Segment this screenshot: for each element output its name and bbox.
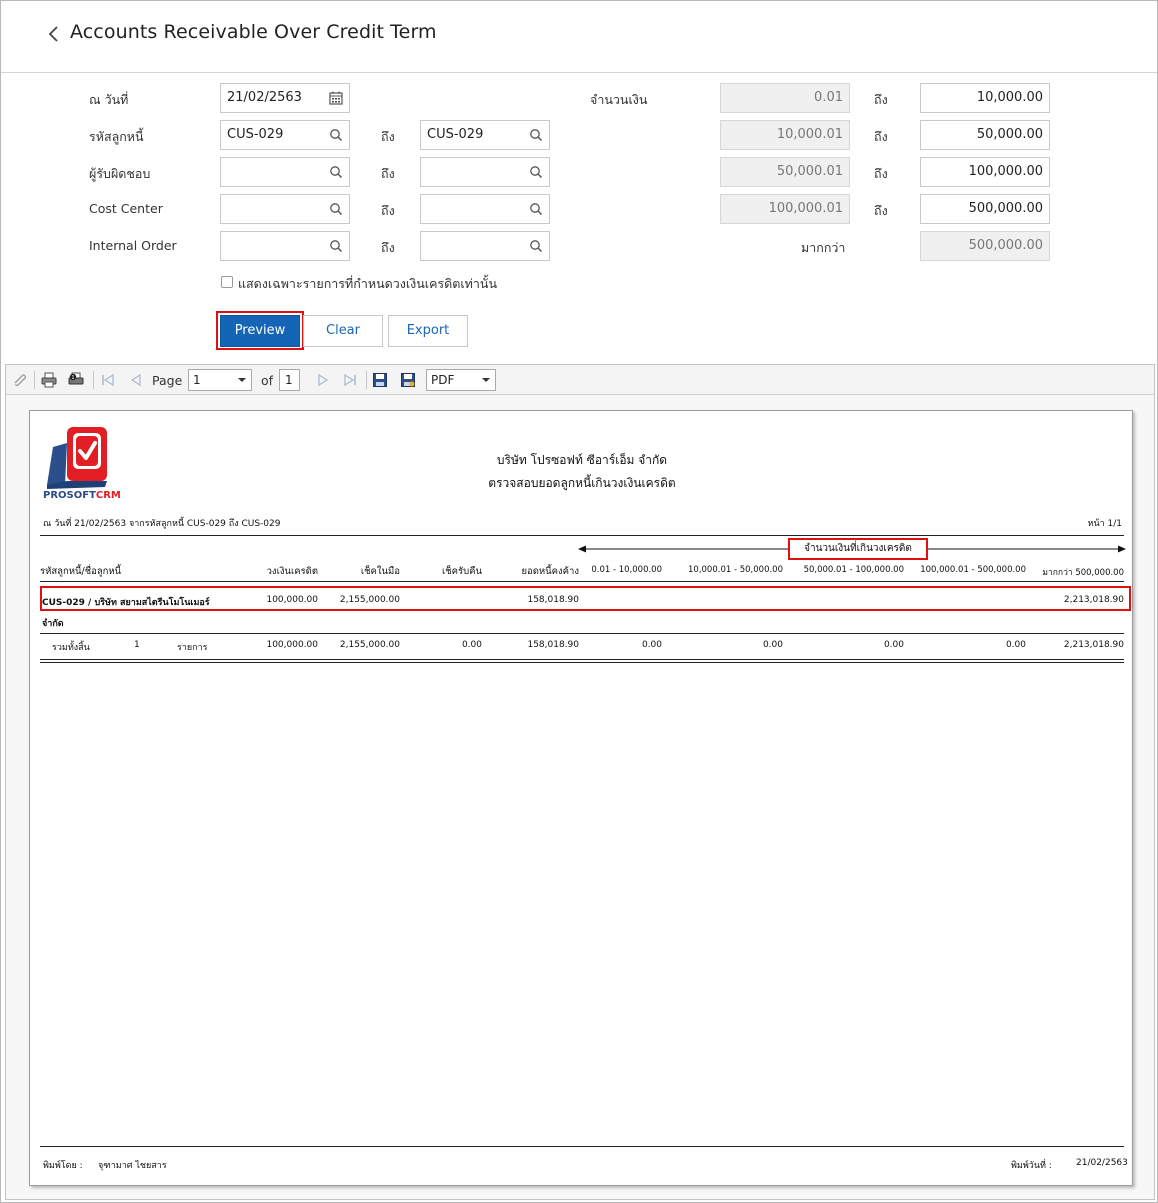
divider	[40, 535, 1124, 536]
responsible-from-input[interactable]	[220, 157, 350, 187]
responsible-label: ผู้รับผิดชอบ	[89, 166, 151, 181]
report-criteria: ณ วันที่ 21/02/2563 จากรหัสลูกหนี้ CUS-029 ถึง CUS-029	[43, 519, 281, 529]
col-cheque-in-hand: เช็คในมือ	[360, 566, 400, 577]
toolbar-separator	[93, 371, 94, 389]
to-label: ถึง	[874, 129, 888, 144]
search-icon[interactable]	[329, 165, 343, 179]
clear-button[interactable]: Clear	[303, 315, 383, 347]
print-icon[interactable]	[41, 372, 57, 388]
export-button[interactable]: Export	[388, 315, 468, 347]
row-over-more-than: 2,213,018.90	[1063, 595, 1124, 605]
report-viewer	[5, 364, 1155, 1200]
credit-limit-only-label: แสดงเฉพาะรายการที่กำหนดวงเงินเครดิตเท่านั้น	[238, 276, 498, 291]
total-range-2: 0.00	[762, 640, 783, 650]
cost-center-to-input[interactable]	[420, 194, 550, 224]
range-2-to-input[interactable]: 50,000.00	[920, 120, 1050, 150]
col-more-than: มากกว่า 500,000.00	[1042, 568, 1124, 578]
logo-text-crm: CRM	[95, 490, 121, 501]
total-label: รวมทั้งสิ้น	[52, 643, 90, 653]
chevron-down-icon	[482, 378, 490, 382]
to-label: ถึง	[874, 166, 888, 181]
toolbar-separator	[366, 371, 367, 389]
to-label: ถึง	[874, 203, 888, 218]
col-range-1: 0.01 - 10,000.00	[591, 565, 662, 575]
as-of-date-label: ณ วันที่	[89, 92, 129, 107]
search-icon[interactable]	[329, 128, 343, 142]
page-select-value: 1	[193, 373, 201, 387]
responsible-to-input[interactable]	[420, 157, 550, 187]
printed-date: 21/02/2563	[1076, 1158, 1128, 1168]
search-icon[interactable]	[529, 128, 543, 142]
search-icon[interactable]	[529, 202, 543, 216]
total-range-1: 0.00	[641, 640, 662, 650]
search-icon[interactable]	[529, 239, 543, 253]
preview-button[interactable]: Preview	[220, 315, 300, 347]
row-customer-wrap: จำกัด	[42, 619, 64, 629]
printed-by-label: พิมพ์โดย :	[43, 1161, 83, 1171]
cost-center-label: Cost Center	[89, 201, 163, 216]
row-outstanding: 158,018.90	[527, 595, 579, 605]
export-format-select[interactable]	[426, 369, 496, 391]
chevron-down-icon	[238, 378, 246, 382]
page-label: Page	[152, 373, 183, 388]
col-range-3: 50,000.01 - 100,000.00	[803, 565, 904, 575]
first-page-icon[interactable]	[100, 372, 116, 388]
attachment-icon[interactable]	[12, 372, 28, 388]
range-4-from-input: 100,000.01	[720, 194, 850, 224]
total-cheque-returned: 0.00	[461, 640, 482, 650]
as-of-date-value: 21/02/2563	[227, 90, 302, 105]
company-name: บริษัท โปรซอฟท์ ซีอาร์เอ็ม จำกัด	[496, 453, 668, 467]
report-title: ตรวจสอบยอดลูกหนี้เกินวงเงินเครดิต	[488, 476, 676, 490]
search-icon[interactable]	[329, 239, 343, 253]
save-icon[interactable]	[372, 372, 388, 388]
internal-order-label: Internal Order	[89, 238, 177, 253]
total-more-than: 2,213,018.90	[1063, 640, 1124, 650]
cost-center-from-input[interactable]	[220, 194, 350, 224]
logo-text-prosoft: PROSOFT	[43, 490, 96, 501]
debtor-from-input[interactable]	[220, 120, 350, 150]
total-count: 1	[134, 640, 140, 650]
col-range-2: 10,000.01 - 50,000.00	[688, 565, 783, 575]
to-label: ถึง	[381, 240, 395, 255]
as-of-date-input[interactable]	[220, 83, 350, 113]
col-cheque-returned: เช็ครับคืน	[441, 566, 482, 577]
next-page-icon[interactable]	[315, 372, 331, 388]
save-all-icon[interactable]	[400, 372, 416, 388]
to-label: ถึง	[381, 203, 395, 218]
range-2-from-input: 10,000.01	[720, 120, 850, 150]
amount-label: จำนวนเงิน	[590, 92, 648, 107]
svg-text:1: 1	[71, 375, 75, 381]
printed-date-label: พิมพ์วันที่ :	[1011, 1161, 1052, 1171]
export-format-value: PDF	[431, 373, 455, 387]
page-number: หน้า 1/1	[1087, 519, 1122, 529]
total-cheque-in-hand: 2,155,000.00	[339, 640, 400, 650]
last-page-icon[interactable]	[342, 372, 358, 388]
page-header	[1, 1, 1157, 73]
col-credit-limit: วงเงินเครดิต	[266, 566, 318, 577]
divider	[40, 662, 1124, 663]
page-select[interactable]	[188, 369, 252, 391]
print-page-icon[interactable]	[68, 372, 84, 388]
range-1-to-input[interactable]: 10,000.00	[920, 83, 1050, 113]
total-outstanding: 158,018.90	[527, 640, 579, 650]
calendar-icon[interactable]	[329, 91, 343, 105]
debtor-from-value: CUS-029	[227, 127, 284, 142]
search-icon[interactable]	[529, 165, 543, 179]
internal-order-to-input[interactable]	[420, 231, 550, 261]
back-chevron-icon[interactable]	[45, 23, 65, 45]
viewer-toolbar	[6, 365, 1154, 395]
toolbar-separator	[34, 371, 35, 389]
row-cheque-in-hand: 2,155,000.00	[339, 595, 400, 605]
printed-by: จุฑามาศ ไชยสาร	[98, 1161, 167, 1171]
report-page	[29, 410, 1133, 1186]
total-pages-box: 1	[279, 369, 300, 391]
divider	[40, 633, 1124, 634]
range-4-to-input[interactable]: 500,000.00	[920, 194, 1050, 224]
col-customer: รหัสลูกหนี้/ชื่อลูกหนี้	[40, 566, 122, 577]
more-than-input: 500,000.00	[920, 231, 1050, 261]
debtor-code-label: รหัสลูกหนี้	[89, 129, 144, 144]
row-customer: CUS-029 / บริษัท สยามสไตรีนโมโนเมอร์	[42, 598, 210, 608]
divider	[40, 581, 1124, 582]
page-title: Accounts Receivable Over Credit Term	[70, 21, 437, 43]
of-label: of	[261, 373, 274, 388]
previous-page-icon[interactable]	[128, 372, 144, 388]
range-3-to-input[interactable]: 100,000.00	[920, 157, 1050, 187]
total-range-4: 0.00	[1005, 640, 1026, 650]
col-outstanding: ยอดหนี้คงค้าง	[521, 566, 579, 577]
total-unit: รายการ	[177, 643, 208, 653]
range-3-from-input: 50,000.01	[720, 157, 850, 187]
to-label: ถึง	[874, 92, 888, 107]
more-than-label: มากกว่า	[801, 240, 846, 255]
debtor-to-value: CUS-029	[427, 127, 484, 142]
total-range-3: 0.00	[883, 640, 904, 650]
over-amount-header: จำนวนเงินที่เกินวงเครดิต	[788, 538, 928, 560]
row-credit-limit: 100,000.00	[266, 595, 318, 605]
divider	[40, 659, 1124, 660]
credit-limit-only-checkbox[interactable]	[221, 276, 233, 288]
total-credit-limit: 100,000.00	[266, 640, 318, 650]
internal-order-from-input[interactable]	[220, 231, 350, 261]
to-label: ถึง	[381, 129, 395, 144]
col-range-4: 100,000.01 - 500,000.00	[920, 565, 1026, 575]
range-1-from-input: 0.01	[720, 83, 850, 113]
debtor-to-input[interactable]	[420, 120, 550, 150]
divider	[40, 1146, 1124, 1147]
to-label: ถึง	[381, 166, 395, 181]
search-icon[interactable]	[329, 202, 343, 216]
